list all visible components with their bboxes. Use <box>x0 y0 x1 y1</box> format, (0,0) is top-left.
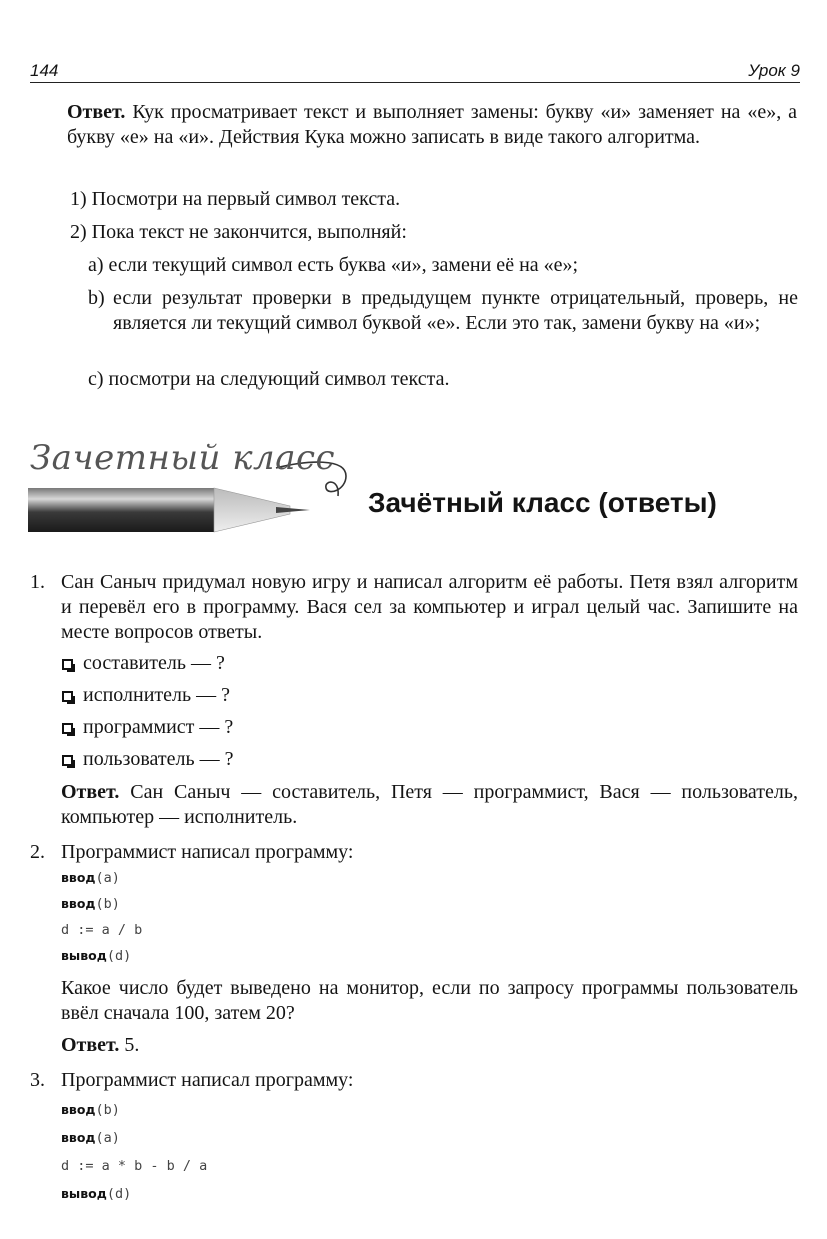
answer-intro <box>67 100 797 150</box>
checklist-item-label: исполнитель — ? <box>83 684 231 706</box>
code-line <box>61 896 120 912</box>
section-banner <box>28 436 373 556</box>
checkbox-icon <box>62 659 73 670</box>
code-rest: d := a / b <box>61 922 143 938</box>
checkbox-icon <box>62 691 73 702</box>
code-keyword: ввод <box>61 896 96 911</box>
page-header <box>30 58 800 83</box>
algo-step-2: 2) Пока текст не закончится, выполняй: <box>70 221 407 243</box>
q3-text: Программист написал программу: <box>61 1069 354 1091</box>
checklist-item <box>62 683 230 708</box>
answer-label: Ответ. <box>61 1034 120 1056</box>
algo-step-1: 1) Посмотри на первый символ текста. <box>70 188 401 210</box>
code-keyword: вывод <box>61 1186 107 1201</box>
code-line <box>61 1130 120 1146</box>
q1-text: Сан Саныч придумал новую игру и написал алгоритм её работы. Петя взял алгоритм и перевёл его в программу. Вася сел за компьютер и играл целый час. Запишите на месте вопросов ответы. <box>61 571 798 643</box>
code-line <box>61 922 142 938</box>
code-rest: (b) <box>95 1102 120 1118</box>
code-keyword: вывод <box>61 948 107 963</box>
code-line <box>61 1102 120 1118</box>
q1-answer <box>61 780 798 830</box>
code-rest: (a) <box>95 870 120 886</box>
code-rest: d := a * b - b / a <box>61 1158 208 1174</box>
answer-text: Кук просматривает текст и выполняет замены: букву «и» заменяет на «е», а букву «е» на «и». Действия Кука можно записать в виде такого алгоритма. <box>67 101 797 148</box>
q3-number: 3. <box>30 1069 45 1091</box>
code-rest: (a) <box>95 1130 120 1146</box>
code-keyword: ввод <box>61 1102 96 1117</box>
checklist-item <box>62 747 233 772</box>
checkbox-icon <box>62 755 73 766</box>
code-keyword: ввод <box>61 1130 96 1145</box>
algo-sub-c: c) посмотри на следующий символ текста. <box>88 368 450 390</box>
lesson-label: Урок 9 <box>748 61 800 80</box>
q2-answer <box>61 1033 139 1058</box>
checkbox-icon <box>62 723 73 734</box>
algo-sub-b-marker: b) <box>88 287 105 309</box>
answer-label: Ответ. <box>61 781 120 803</box>
q2-question: Какое число будет выведено на монитор, если по запросу программы пользователь ввёл сначала 100, затем 20? <box>61 977 798 1024</box>
section-title: Зачётный класс (ответы) <box>368 487 717 518</box>
section-script-label: Зачетный класс <box>30 438 336 478</box>
page-number: 144 <box>30 61 59 80</box>
q2-text: Программист написал программу: <box>61 841 354 863</box>
code-rest: (d) <box>106 948 132 964</box>
checklist-item <box>62 715 233 740</box>
code-line <box>61 1186 131 1202</box>
checklist-item-label: пользователь — ? <box>83 748 234 770</box>
code-line <box>61 870 120 886</box>
algo-sub-a: a) если текущий символ есть буква «и», замени её на «е»; <box>88 254 579 276</box>
checklist-item <box>62 651 225 676</box>
answer-label: Ответ. <box>67 101 126 123</box>
answer-text: Сан Саныч — составитель, Петя — программист, Вася — пользователь, компьютер — исполнитель. <box>61 781 798 828</box>
q1-number: 1. <box>30 571 45 593</box>
q2-number: 2. <box>30 841 45 863</box>
code-keyword: ввод <box>61 870 96 885</box>
answer-text: 5. <box>124 1034 140 1056</box>
algo-sub-b-text: если результат проверки в предыдущем пункте отрицательный, проверь, не является ли текущий символ буквой «е». Если это так, замени букву на «и»; <box>113 287 798 334</box>
algo-sub-b <box>88 286 798 336</box>
code-rest: (b) <box>95 896 120 912</box>
checklist-item-label: программист — ? <box>83 716 234 738</box>
checklist-item-label: составитель — ? <box>83 652 225 674</box>
code-line <box>61 948 131 964</box>
code-line <box>61 1158 207 1174</box>
code-rest: (d) <box>106 1186 132 1202</box>
